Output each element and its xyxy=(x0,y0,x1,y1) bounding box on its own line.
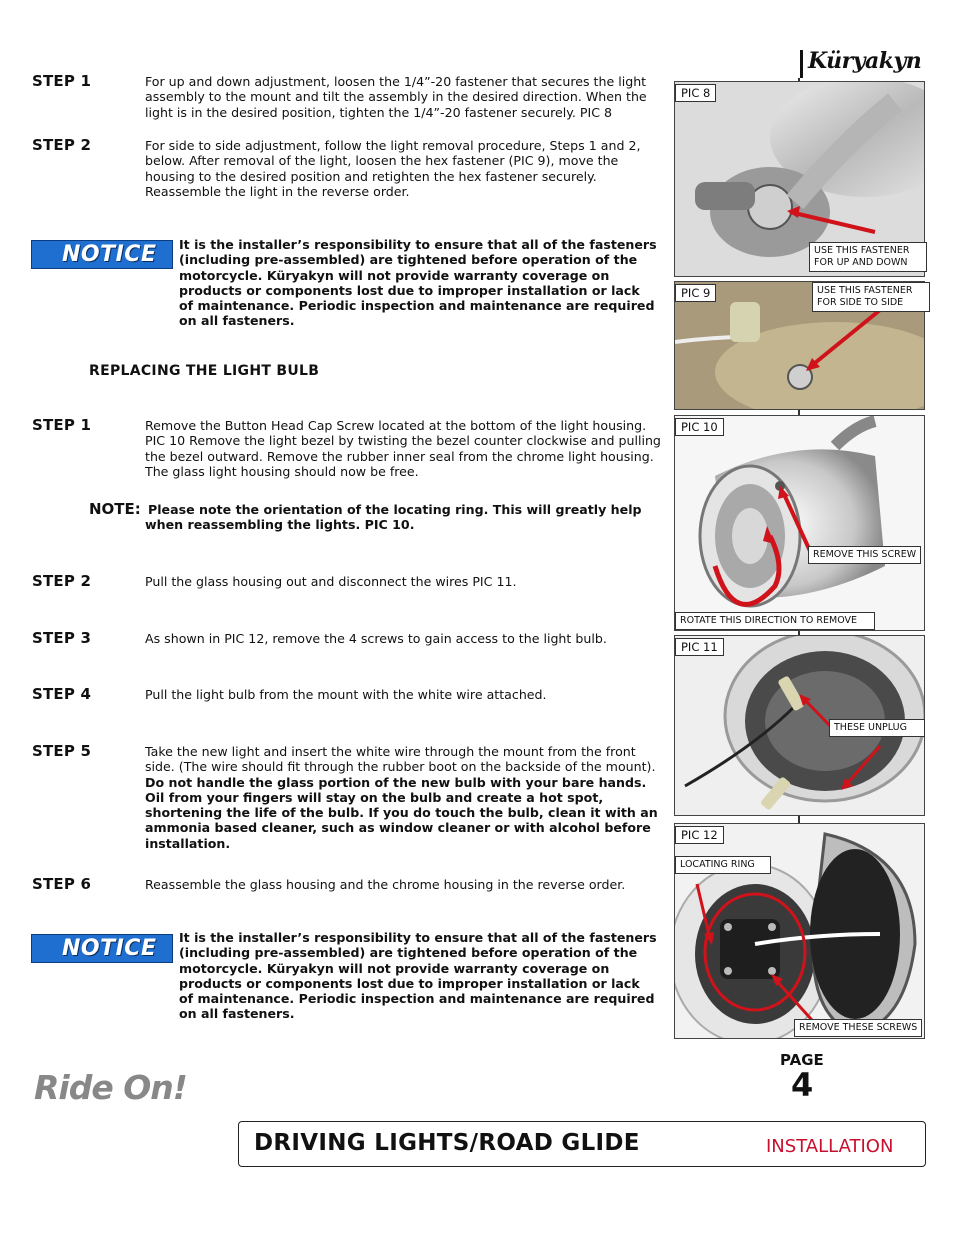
bulb-step-5-text xyxy=(145,744,665,851)
footer-banner xyxy=(238,1121,926,1167)
pic-9-label: PIC 9 xyxy=(675,284,716,302)
pic-12-label: PIC 12 xyxy=(675,826,724,844)
bulb-step-5-label: STEP 5 xyxy=(32,742,92,760)
pic-9-callout: USE THIS FASTENER FOR SIDE TO SIDE xyxy=(812,282,930,312)
brand-bar xyxy=(800,50,803,78)
bulb-step-2-text: Pull the glass housing out and disconnect the wires PIC 11. xyxy=(145,574,517,589)
page-label: PAGE xyxy=(780,1051,824,1069)
bulb-step-5-plain: Take the new light and insert the white wire through the mount from the front side. (The wire should fit through the rubber boot on the backside of the mount). xyxy=(145,744,656,775)
tagline: Ride On! xyxy=(34,1068,187,1107)
section-heading: REPLACING THE LIGHT BULB xyxy=(89,363,320,379)
notice-text-2: It is the installer’s responsibility to ensure that all of the fasteners (including pre-assembled) are tightened before operation of the motorcycle. Küryakyn will not provide warranty coverage on products or components lost due to improper installation or lack of maintenance. Periodic inspection and maintenance are required on all fasteners. xyxy=(179,930,657,1022)
step-1-text: For up and down adjustment, loosen the 1/4”-20 fastener that secures the light assembly to the mount and tilt the assembly in the desired direction. When the light is in the desired position, tighten the 1/4”-20 fastener securely. PIC 8 xyxy=(145,74,647,120)
brand-logo: Küryakyn xyxy=(808,48,922,74)
notice-text: It is the installer’s responsibility to ensure that all of the fasteners (including pre-assembled) are tightened before operation of the motorcycle. Küryakyn will not provide warranty coverage on products or components lost due to improper installation or lack of maintenance. Periodic inspection and maintenance are required on all fasteners. xyxy=(179,237,657,329)
pic-8-label: PIC 8 xyxy=(675,84,716,102)
pic-11-callout: THESE UNPLUG xyxy=(829,719,925,737)
note-text: Please note the orientation of the locating ring. This will greatly help when reassembling the lights. PIC 10. xyxy=(145,502,642,533)
photo-pic-10 xyxy=(674,415,925,631)
pic-10-callout-screw: REMOVE THIS SCREW xyxy=(808,546,921,564)
bulb-step-3-text: As shown in PIC 12, remove the 4 screws to gain access to the light bulb. xyxy=(145,631,607,646)
bulb-step-4-text: Pull the light bulb from the mount with the white wire attached. xyxy=(145,687,547,702)
pic-10-label: PIC 10 xyxy=(675,418,724,436)
footer-title: DRIVING LIGHTS/ROAD GLIDE xyxy=(254,1130,640,1156)
bulb-step-1-text: Remove the Button Head Cap Screw located at the bottom of the light housing. PIC 10 Remove the light bezel by twisting the bezel counter clockwise and pulling the bezel outward. Remove the rubber inner seal from the chrome light housing. The glass light housing should now be free. xyxy=(145,418,661,479)
pic-10-illustration xyxy=(675,416,925,631)
bulb-step-2-label: STEP 2 xyxy=(32,572,92,590)
step-2-text: For side to side adjustment, follow the light removal procedure, Steps 1 and 2, below. After removal of the light, loosen the hex fastener (PIC 9), move the housing to the desired position and retighten the hex fastener securely. Reassemble the light in the reverse order. xyxy=(145,138,641,199)
note-label: NOTE: xyxy=(89,500,141,518)
footer-subtitle: INSTALLATION xyxy=(766,1136,894,1157)
pic-12-callout-screws: REMOVE THESE SCREWS xyxy=(794,1019,922,1037)
bulb-step-5-warning: Do not handle the glass portion of the new bulb with your bare hands. Oil from your fingers will stay on the bulb and create a hot spot, shortening the life of the bulb. If you do touch the bulb, clean it with an ammonia based cleaner, such as window cleaner or with alcohol before installation. xyxy=(145,774,658,851)
step-2-label: STEP 2 xyxy=(32,136,92,154)
pic-8-callout: USE THIS FASTENER FOR UP AND DOWN xyxy=(809,242,927,272)
page-number: 4 xyxy=(791,1066,814,1104)
pic-10-callout-rotate: ROTATE THIS DIRECTION TO REMOVE xyxy=(675,612,875,630)
bulb-step-6-label: STEP 6 xyxy=(32,875,92,893)
bulb-step-1-label: STEP 1 xyxy=(32,416,92,434)
notice-badge-2: NOTICE xyxy=(31,934,173,963)
notice-badge: NOTICE xyxy=(31,240,173,269)
step-1-label: STEP 1 xyxy=(32,72,92,90)
bulb-step-4-label: STEP 4 xyxy=(32,685,92,703)
bulb-step-3-label: STEP 3 xyxy=(32,629,92,647)
pic-11-label: PIC 11 xyxy=(675,638,724,656)
connector-line xyxy=(798,815,800,823)
pic-12-callout-ring: LOCATING RING xyxy=(675,856,771,874)
bulb-step-6-text: Reassemble the glass housing and the chrome housing in the reverse order. xyxy=(145,877,626,892)
